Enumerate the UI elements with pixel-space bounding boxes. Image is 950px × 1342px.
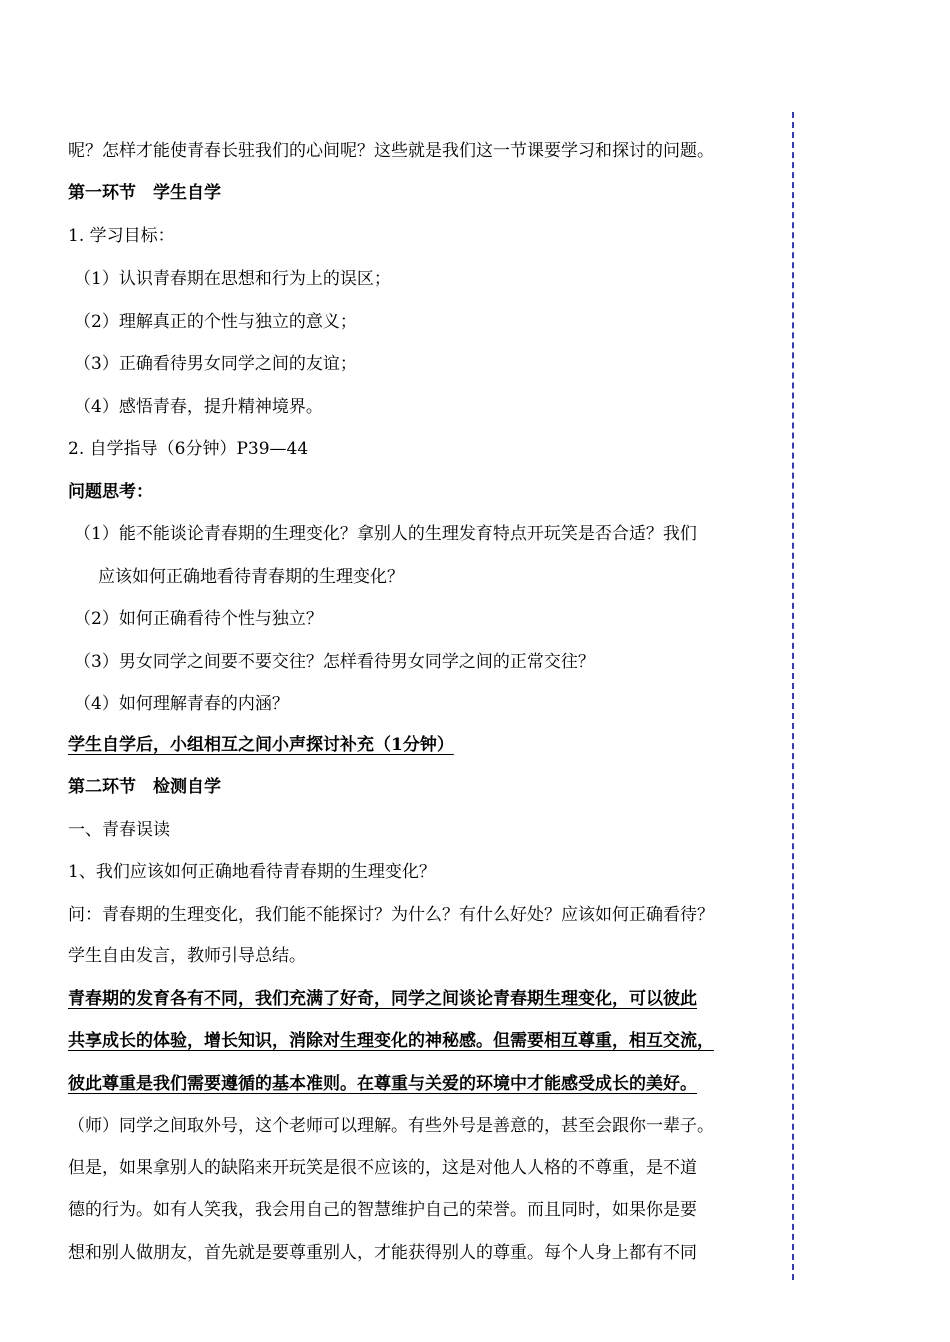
question-item-1-cont: 应该如何正确地看待青春期的生理变化？ [98,567,404,587]
question-item-3: （3）男女同学之间要不要交往？怎样看待男女同学之间的正常交往？ [74,652,595,672]
topic-question: 1、我们应该如何正确地看待青春期的生理变化？ [68,862,436,882]
subsection-heading: 一、青春误读 [68,820,170,840]
teacher-remark-line-3: 德的行为。如有人笑我，我会用自己的智慧维护自己的荣誉。而且同时，如果你是要 [68,1200,697,1220]
goal-item-2: （2）理解真正的个性与独立的意义； [74,312,357,332]
goal-item-4: （4）感悟青春，提升精神境界。 [74,397,323,417]
list-heading-guide: 2. 自学指导（6分钟）P39—44 [68,439,309,459]
goal-item-3: （3）正确看待男女同学之间的友谊； [74,354,357,374]
teacher-remark-line-4: 想和别人做朋友，首先就是要尊重别人，才能获得别人的尊重。每个人身上都有不同 [68,1243,697,1263]
discussion-note: 学生自学后，小组相互之间小声探讨补充（1分钟） [68,735,454,755]
section-heading-2: 第二环节 检测自学 [68,777,221,797]
questions-heading: 问题思考： [68,482,153,502]
section-heading-1: 第一环节 学生自学 [68,183,221,203]
summary-line-3: 彼此尊重是我们需要遵循的基本准则。在尊重与关爱的环境中才能感受成长的美好。 [68,1074,697,1094]
teacher-remark-line-1: （师）同学之间取外号，这个老师可以理解。有些外号是善意的，甚至会跟你一辈子。 [68,1116,714,1136]
question-item-2: （2）如何正确看待个性与独立？ [74,609,323,629]
list-heading-goals: 1. 学习目标： [68,226,175,246]
teacher-remark-line-2: 但是，如果拿别人的缺陷来开玩笑是很不应该的，这是对他人人格的不尊重，是不道 [68,1158,697,1178]
teacher-question: 问：青春期的生理变化，我们能不能探讨？为什么？有什么好处？应该如何正确看待？ [68,905,714,925]
goal-item-1: （1）认识青春期在思想和行为上的误区； [74,269,391,289]
question-item-4: （4）如何理解青春的内涵？ [74,694,289,714]
question-item-1: （1）能不能谈论青春期的生理变化？拿别人的生理发育特点开玩笑是否合适？我们 [74,524,697,544]
summary-line-1: 青春期的发育各有不同，我们充满了好奇，同学之间谈论青春期生理变化，可以彼此 [68,989,697,1009]
discussion-instruction: 学生自由发言，教师引导总结。 [68,946,306,966]
summary-line-2: 共享成长的体验，增长知识，消除对生理变化的神秘感。但需要相互尊重，相互交流， [68,1031,714,1051]
intro-line: 呢？怎样才能使青春长驻我们的心间呢？这些就是我们这一节课要学习和探讨的问题。 [68,141,714,161]
